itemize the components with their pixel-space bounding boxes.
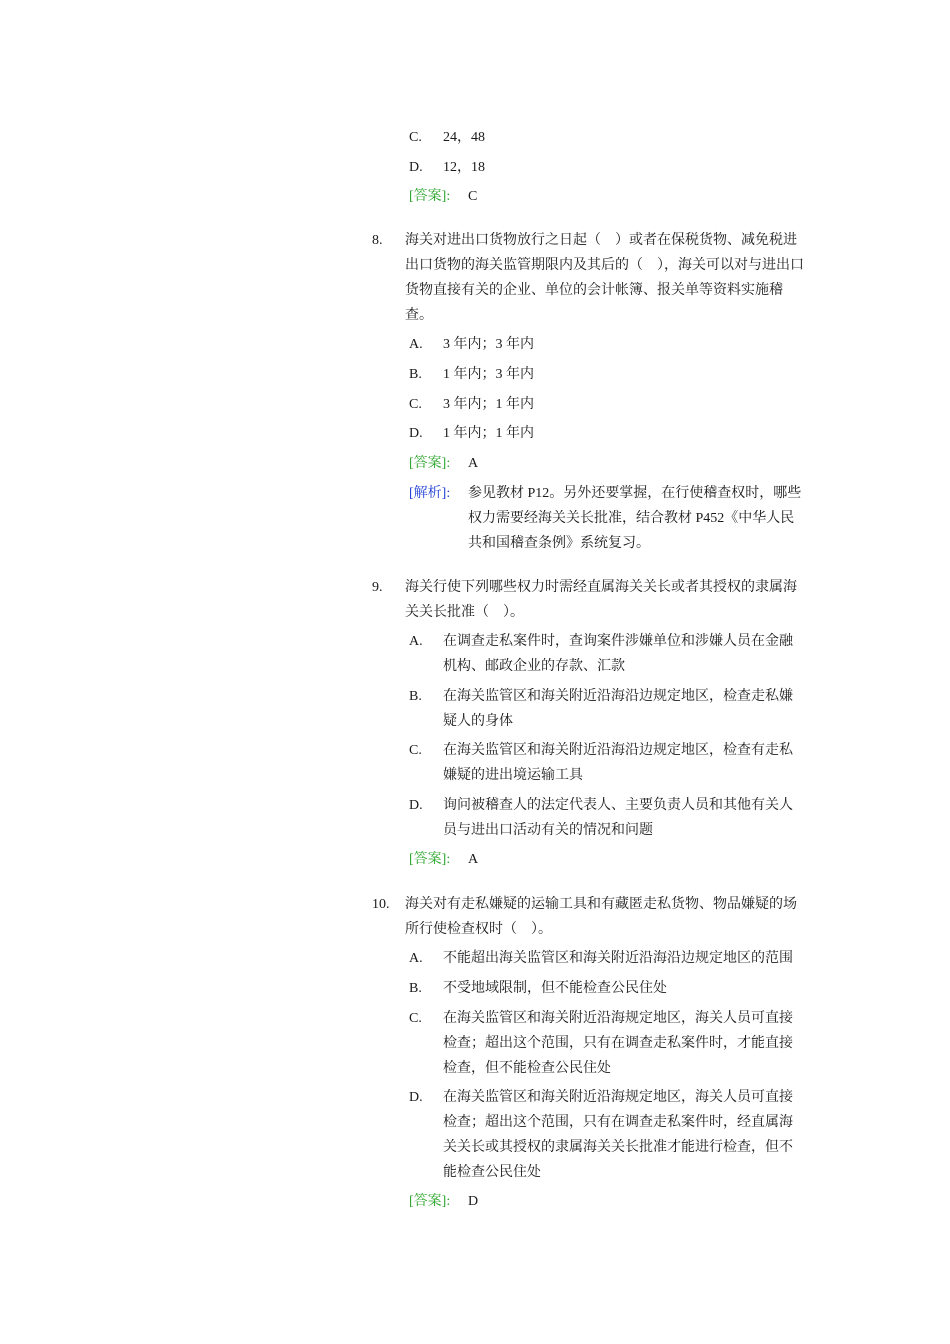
option-label: A. bbox=[409, 337, 423, 352]
option-label: C. bbox=[409, 1011, 422, 1026]
option-text: 3 年内；3 年内 bbox=[443, 337, 534, 352]
answer-value: A bbox=[468, 456, 479, 471]
option-text: 在海关监管区和海关附近沿海沿边规定地区，检查走私嫌疑人的身体 bbox=[443, 689, 793, 729]
option-label: D. bbox=[409, 798, 423, 813]
option-label: C. bbox=[409, 743, 422, 758]
option-text: 不能超出海关监管区和海关附近沿海沿边规定地区的范围 bbox=[443, 951, 793, 966]
option-label: B. bbox=[409, 689, 422, 704]
option-text: 询问被稽查人的法定代表人、主要负责人员和其他有关人员与进出口活动有关的情况和问题 bbox=[443, 798, 793, 838]
option-label: B. bbox=[409, 367, 422, 382]
option-label: A. bbox=[409, 951, 423, 966]
answer-label: [答案]: bbox=[409, 1194, 451, 1209]
option-label: D. bbox=[409, 160, 423, 175]
option-label: C. bbox=[409, 397, 422, 412]
answer-label: [答案]: bbox=[409, 456, 451, 471]
question-stem: 海关对有走私嫌疑的运输工具和有藏匿走私货物、物品嫌疑的场所行使检查权时（ ）。 bbox=[405, 897, 797, 937]
answer-value: A bbox=[468, 852, 479, 867]
explanation-text: 参见教材 P12。另外还要掌握，在行使稽查权时，哪些权力需要经海关关长批准，结合教材 P452《中华人民共和国稽查条例》系统复习。 bbox=[468, 486, 802, 551]
option-text: 在调查走私案件时，查询案件涉嫌单位和涉嫌人员在金融机构、邮政企业的存款、汇款 bbox=[443, 634, 793, 674]
explanation-label: [解析]: bbox=[409, 486, 451, 501]
option-text: 在海关监管区和海关附近沿海规定地区，海关人员可直接检查；超出这个范围，只有在调查走私案件时，经直属海关关长或其授权的隶属海关关长批准才能进行检查，但不能检查公民住处 bbox=[443, 1090, 793, 1180]
option-label: C. bbox=[409, 130, 422, 145]
option-text: 12，18 bbox=[443, 160, 485, 175]
option-text: 1 年内；1 年内 bbox=[443, 426, 534, 441]
option-text: 不受地域限制，但不能检查公民住处 bbox=[443, 981, 667, 996]
answer-value: C bbox=[468, 189, 478, 204]
option-text: 24，48 bbox=[443, 130, 485, 145]
question-number: 9. bbox=[372, 580, 383, 595]
option-label: A. bbox=[409, 634, 423, 649]
answer-value: D bbox=[468, 1194, 479, 1209]
option-label: D. bbox=[409, 1090, 423, 1105]
option-label: B. bbox=[409, 981, 422, 996]
question-stem: 海关对进出口货物放行之日起（ ）或者在保税货物、减免税进出口货物的海关监管期限内及其后的（ ），海关可以对与进出口货物直接有关的企业、单位的会计帐簿、报关单等资料实施稽查。 bbox=[405, 233, 804, 323]
question-number: 10. bbox=[372, 897, 390, 912]
option-text: 在海关监管区和海关附近沿海规定地区，海关人员可直接检查；超出这个范围，只有在调查走私案件时，才能直接检查，但不能检查公民住处 bbox=[443, 1011, 793, 1076]
question-stem: 海关行使下列哪些权力时需经直属海关关长或者其授权的隶属海关关长批准（ ）。 bbox=[405, 580, 797, 620]
option-text: 3 年内；1 年内 bbox=[443, 397, 534, 412]
answer-label: [答案]: bbox=[409, 852, 451, 867]
option-text: 1 年内；3 年内 bbox=[443, 367, 534, 382]
option-text: 在海关监管区和海关附近沿海沿边规定地区，检查有走私嫌疑的进出境运输工具 bbox=[443, 743, 793, 783]
answer-label: [答案]: bbox=[409, 189, 451, 204]
question-number: 8. bbox=[372, 233, 383, 248]
option-label: D. bbox=[409, 426, 423, 441]
